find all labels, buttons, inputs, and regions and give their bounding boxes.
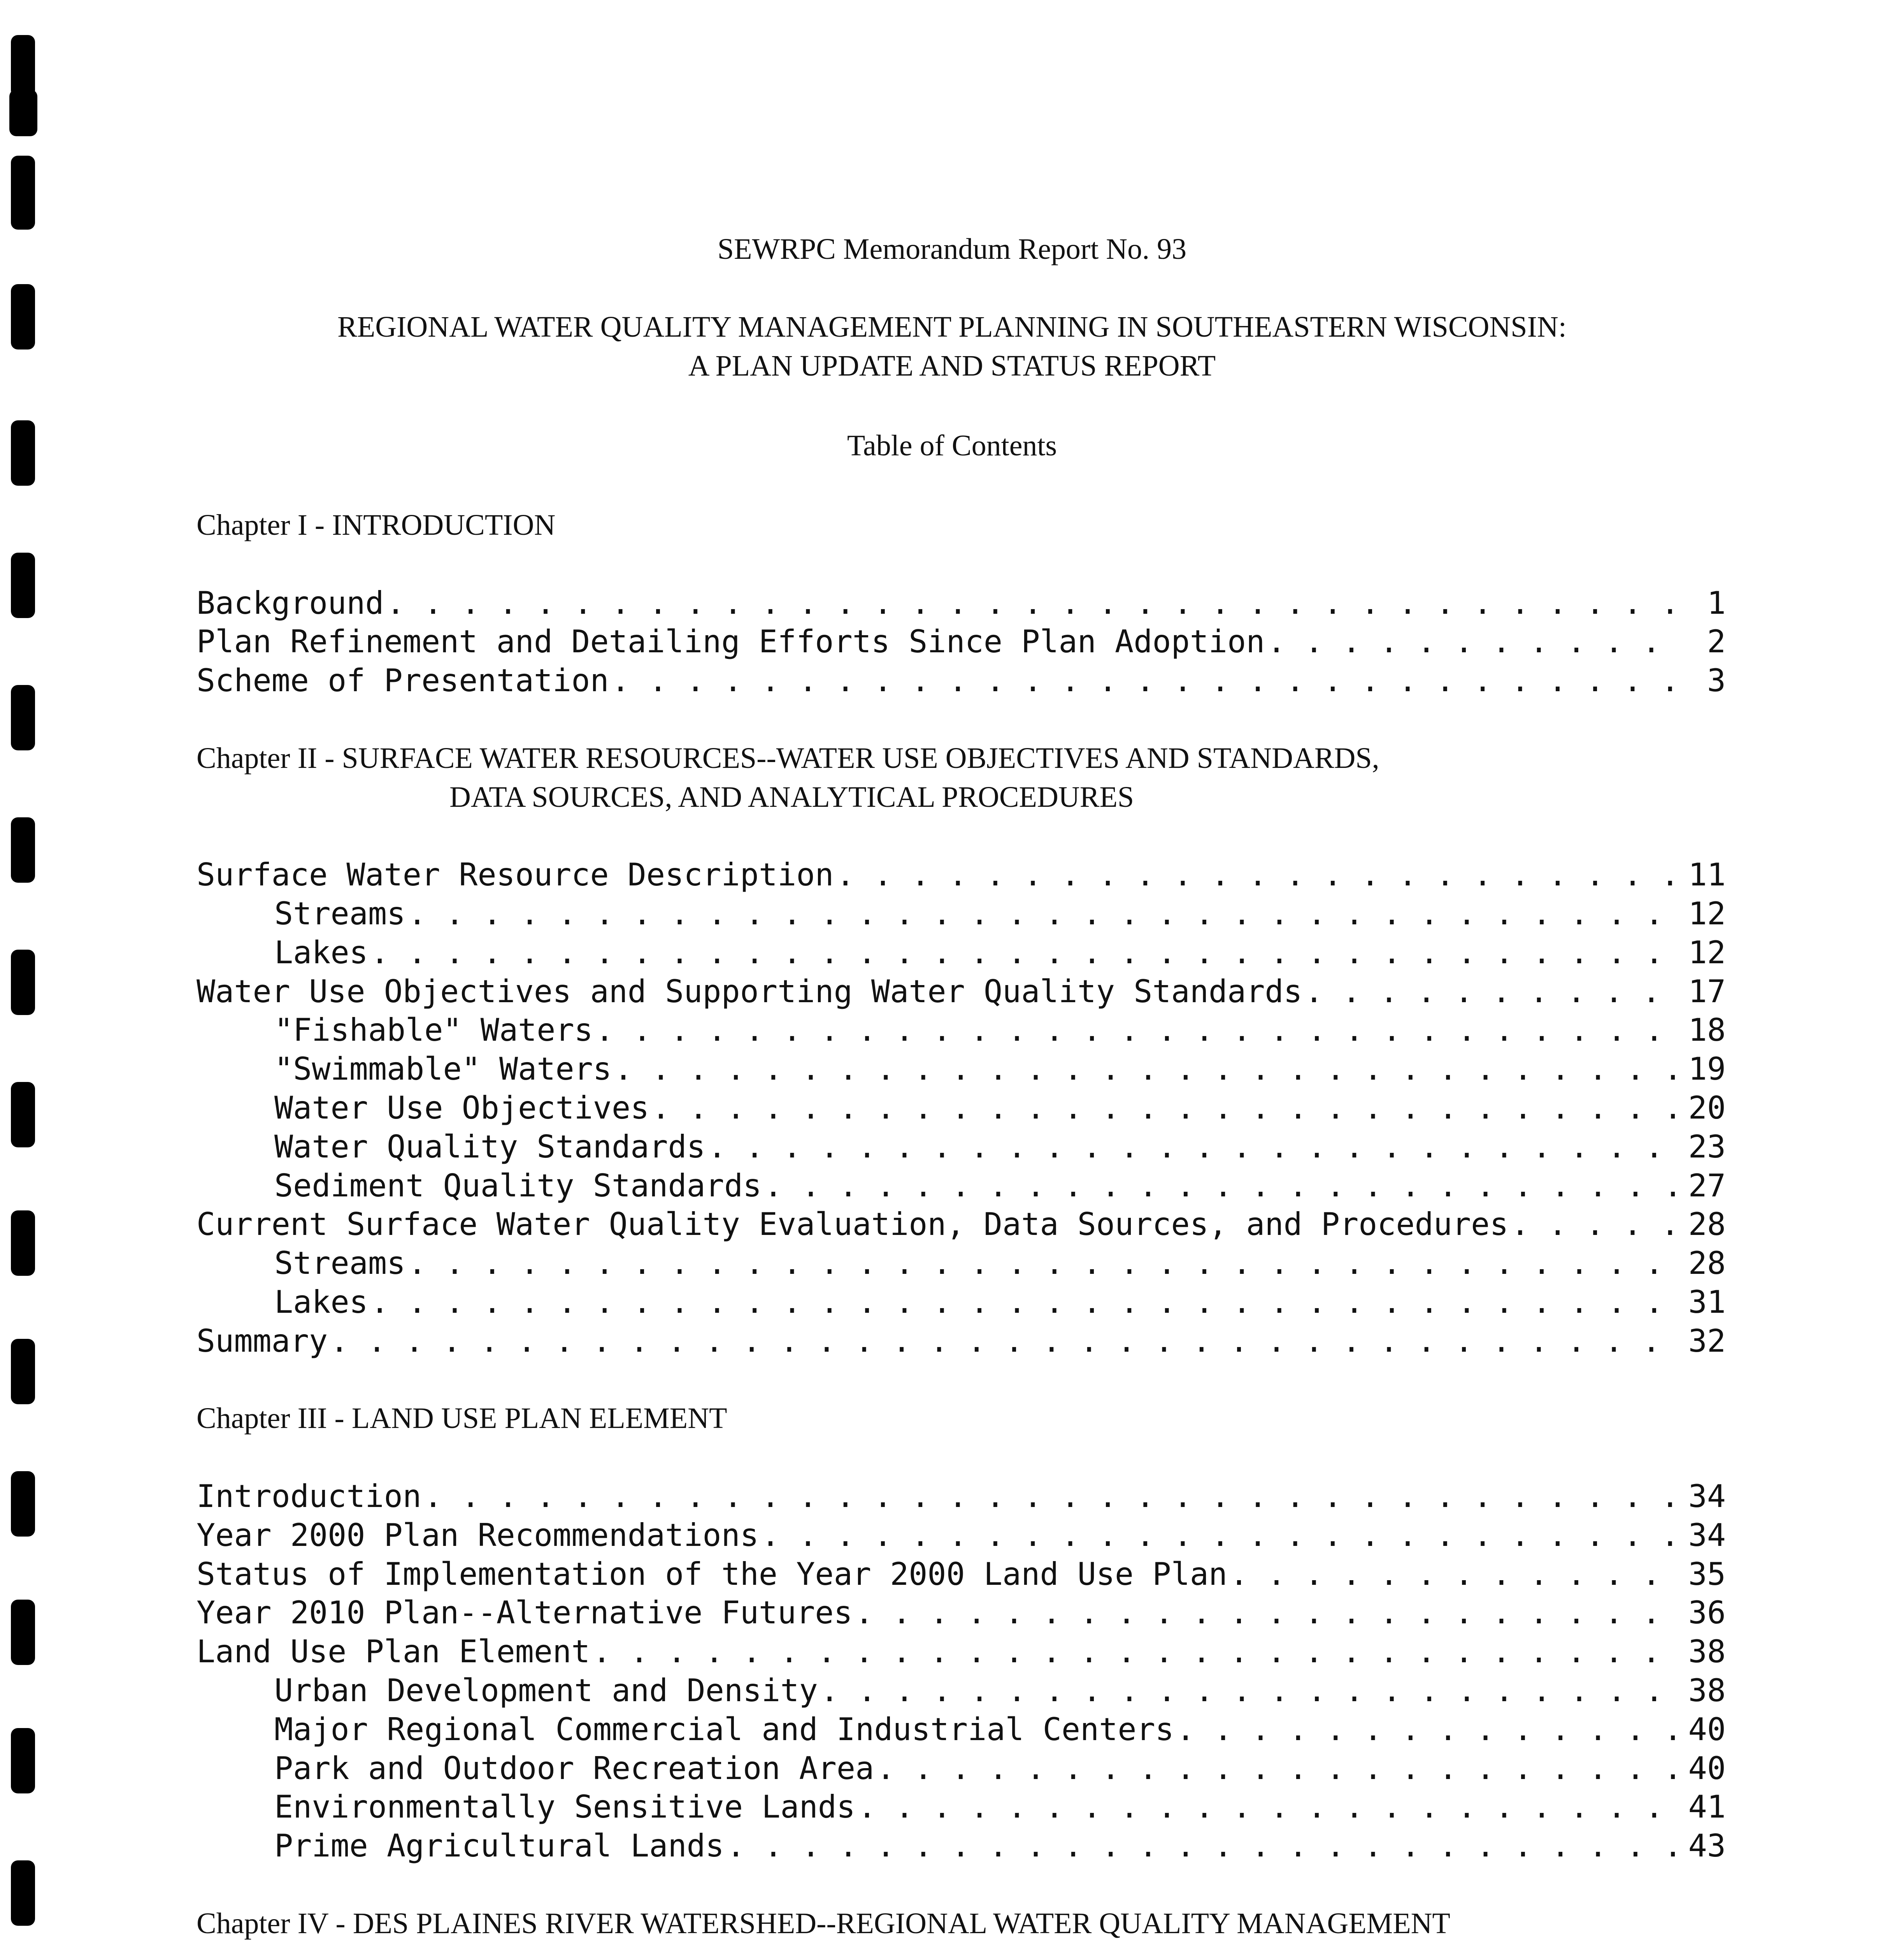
toc-entry[interactable] (197, 933, 1726, 972)
toc-entry[interactable] (197, 1788, 1726, 1827)
report-number: SEWRPC Memorandum Report No. 93 (717, 233, 1187, 265)
toc-entry-label: Background (197, 585, 384, 621)
toc-entry-label: Prime Agricultural Lands (274, 1828, 724, 1864)
toc-entry[interactable] (197, 1555, 1726, 1594)
toc-entry[interactable] (197, 1671, 1726, 1710)
report-title-line1: REGIONAL WATER QUALITY MANAGEMENT PLANNING IN SOUTHEASTERN WISCONSIN: (337, 311, 1567, 343)
binder-hole (11, 35, 35, 97)
toc-entry-page: 18 (1688, 1012, 1726, 1049)
toc-entry-page: 12 (1688, 934, 1726, 971)
toc-entry-page: 12 (1688, 895, 1726, 932)
toc-entry-page: 1 (1707, 585, 1726, 621)
chapter-title: Chapter II - SURFACE WATER RESOURCES--WATER USE OBJECTIVES AND STANDARDS, (197, 741, 1379, 775)
binder-hole (11, 156, 35, 230)
toc-entry-page: 23 (1688, 1128, 1726, 1165)
toc-entry-label: Environmentally Sensitive Lands (274, 1789, 856, 1825)
toc-entry-label: Sediment Quality Standards (274, 1167, 762, 1204)
toc-entry-page: 27 (1688, 1167, 1726, 1204)
toc-heading: Table of Contents (847, 429, 1057, 462)
toc-entry-label: Current Surface Water Quality Evaluation, Data Sources, and Procedures (197, 1206, 1509, 1243)
toc-entry-label: Park and Outdoor Recreation Area (274, 1750, 874, 1786)
toc-entry-page: 41 (1688, 1789, 1726, 1825)
toc-entry-label: Status of Implementation of the Year 2000 Land Use Plan (197, 1556, 1228, 1592)
toc-entry-page: 3 (1707, 662, 1726, 699)
toc-entry[interactable] (197, 855, 1726, 894)
toc-entry[interactable] (197, 1128, 1726, 1166)
toc-entry[interactable] (197, 1205, 1726, 1244)
toc-entry-label: Water Quality Standards (274, 1128, 705, 1165)
toc-entry[interactable] (197, 1827, 1726, 1865)
toc-entry-label: Water Use Objectives (274, 1089, 649, 1126)
toc-entry-label: Plan Refinement and Detailing Efforts Since Plan Adoption (197, 623, 1265, 660)
toc-entry-label: Streams (274, 895, 406, 932)
toc-entry-page: 32 (1688, 1323, 1726, 1359)
toc-entry-page: 11 (1688, 857, 1726, 893)
binder-hole (11, 1600, 35, 1665)
binder-hole (11, 1728, 35, 1793)
toc-entry[interactable] (197, 661, 1726, 700)
toc-entry-page: 38 (1688, 1633, 1726, 1670)
toc-entry-label: Summary (197, 1323, 328, 1359)
chapter-title-continued: DATA SOURCES, AND ANALYTICAL PROCEDURES (449, 780, 1134, 813)
toc-entry[interactable] (197, 1710, 1726, 1749)
toc-entry-page: 17 (1688, 973, 1726, 1010)
toc-entry-page: 31 (1688, 1284, 1726, 1320)
toc-entry-page: 40 (1688, 1711, 1726, 1748)
toc-entry-page: 20 (1688, 1089, 1726, 1126)
toc-entry[interactable] (197, 1477, 1726, 1516)
toc-entry-label: Lakes (274, 934, 368, 971)
toc-entry[interactable] (197, 1050, 1726, 1089)
binder-hole (11, 1860, 35, 1926)
report-title-line2: A PLAN UPDATE AND STATUS REPORT (688, 350, 1216, 382)
toc-entry-label: Year 2010 Plan--Alternative Futures (197, 1595, 853, 1631)
toc-entry-label: "Fishable" Waters (274, 1012, 593, 1049)
toc-entry-page: 36 (1688, 1595, 1726, 1631)
toc-entry-page: 28 (1688, 1245, 1726, 1282)
chapter-title: Chapter IV - DES PLAINES RIVER WATERSHED--REGIONAL WATER QUALITY MANAGEMENT (197, 1907, 1450, 1940)
toc-entry-label: Surface Water Resource Description (197, 857, 834, 893)
toc-entry-label: Lakes (274, 1284, 368, 1320)
toc-entry-label: Year 2000 Plan Recommendations (197, 1517, 759, 1553)
toc-entry-page: 34 (1688, 1517, 1726, 1553)
toc-entry[interactable] (197, 1516, 1726, 1555)
toc-entry[interactable] (197, 1283, 1726, 1322)
toc-entry[interactable] (197, 1244, 1726, 1283)
binder-hole (11, 1082, 35, 1147)
toc-entry[interactable] (197, 584, 1726, 623)
binder-hole (11, 950, 35, 1015)
toc-entry-page: 35 (1688, 1556, 1726, 1592)
toc-entry[interactable] (197, 894, 1726, 933)
binder-hole (11, 1210, 35, 1276)
toc-entry-label: Introduction (197, 1478, 421, 1514)
toc-entry-label: Land Use Plan Element (197, 1633, 590, 1670)
toc-entry-label: Major Regional Commercial and Industrial Centers (274, 1711, 1174, 1748)
toc-entry-label: Urban Development and Density (274, 1672, 818, 1709)
binder-hole (11, 1339, 35, 1404)
toc-entry[interactable] (197, 1166, 1726, 1205)
toc-entry-page: 38 (1688, 1672, 1726, 1709)
binder-hole (11, 553, 35, 618)
toc-entry[interactable] (197, 1593, 1726, 1632)
toc-entry-page: 40 (1688, 1750, 1726, 1786)
toc-entry-label: Water Use Objectives and Supporting Water Quality Standards (197, 973, 1302, 1010)
table-of-contents (197, 506, 1726, 1946)
toc-entry[interactable] (197, 1322, 1726, 1361)
chapter-title: Chapter I - INTRODUCTION (197, 509, 556, 541)
toc-entry[interactable] (197, 1089, 1726, 1128)
toc-entry[interactable] (197, 1011, 1726, 1050)
toc-entry-page: 43 (1688, 1828, 1726, 1864)
toc-entry-page: 34 (1688, 1478, 1726, 1514)
toc-entry-page: 2 (1707, 623, 1726, 660)
toc-entry-page: 19 (1688, 1051, 1726, 1087)
toc-entry-label: "Swimmable" Waters (274, 1051, 612, 1087)
toc-entry-label: Scheme of Presentation (197, 662, 609, 699)
binder-hole (9, 90, 37, 136)
toc-entry[interactable] (197, 1632, 1726, 1671)
toc-entry[interactable] (197, 622, 1726, 661)
binder-hole (11, 817, 35, 883)
toc-entry-label: Streams (274, 1245, 406, 1282)
chapter-title: Chapter III - LAND USE PLAN ELEMENT (197, 1402, 727, 1435)
toc-entry[interactable] (197, 972, 1726, 1011)
toc-entry-page: 28 (1688, 1206, 1726, 1243)
binder-hole (11, 1471, 35, 1537)
binder-hole (11, 685, 35, 750)
toc-entry[interactable] (197, 1749, 1726, 1788)
